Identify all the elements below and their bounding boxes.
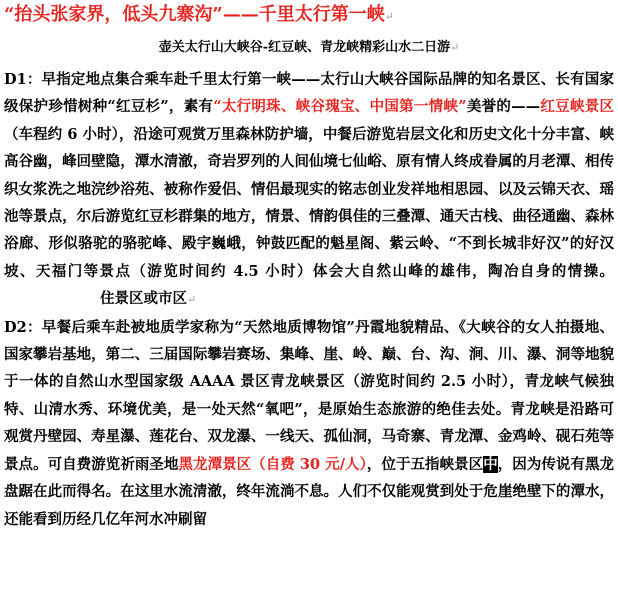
day2-text-3: ，因为传说有黑龙盘踞在此而得名。在这里水流清澈，终年流淌不息。人们不仅能观赏到处于危崖绝壁下的潭水，还能看到历经几亿年河水冲刷留 — [4, 455, 615, 528]
day1-text-2: 美誉的—— — [466, 98, 541, 116]
day1-paragraph — [4, 66, 614, 314]
day1-highlight-slogan: “太行明珠、峡谷瑰宝、中国第一情峡” — [213, 98, 467, 116]
text-cursor-selection[interactable]: 中 — [483, 455, 498, 473]
paragraph-mark-icon: ↵ — [187, 293, 197, 307]
day1-text-1: D1：早指定地点集合乘车赴千里太行第一峡——太行山大峡谷国际品牌的知名景区、长有国家级保护珍惜树种“红豆杉”，素有 — [4, 71, 614, 116]
itinerary-body — [4, 66, 614, 533]
page-subtitle — [0, 38, 618, 58]
day1-text-3: （车程约 6 小时），沿途可观赏万里森林防护墙，中餐后游览岩层文化和历史文化十分丰富、峡高谷幽，峰回壁隐，潭水清澈，奇岩罗列的人间仙境七仙峪、原有情人终成眷属的月老潭、相传织女浆洗之地浣纱浴苑、被称作爱侣、情侣最现实的铭志创业发祥地相思园、以及云锦天衣、瑶池等景点，尔后游览红豆杉群集的地方，情景、情韵俱佳的三叠潭、通天古栈、曲径通幽、森林浴廊、形似骆驼的骆驼峰、殿宇巍峨，钟鼓匹配的魁星阁、紫云岭、“不到长城非好汉”的好汉坡、天福门等景点（游览时间约 4.5 小时）体会大自然山峰的雄伟，陶冶自身的情操。 — [4, 125, 614, 280]
day2-text-1: D2：早餐后乘车赴被地质学家称为“天然地质博物馆”丹霞地貌精品、《大峡谷的女人拍摄地、国家攀岩基地，第二、三届国际攀岩赛场、集峰、崖、岭、巅、台、沟、涧、川、瀑、洞等地貌于一体的自然山水型国家级 AAAA 景区青龙峡景区（游览时间约 2.5 小时），青龙峡气候独特、山清水秀、环境优美，是一处天然“氧吧”，是原始生态旅游的绝佳去处。青龙峡是沿路可观赏丹壁园、寿星瀑、莲花台、双龙瀑、一线天、孤仙洞，马奇寨、青龙潭、金鸡岭、砚石苑等景点。可自费游览祈雨圣地 — [4, 318, 614, 473]
paragraph-mark-icon: ↵ — [450, 41, 460, 54]
title-text: “抬头张家界，低头九寨沟”——千里太行第一峡 — [4, 4, 385, 25]
day1-stay: 住景区或市区 — [100, 290, 187, 308]
day1-highlight-scenic-area: 红豆峡景区 — [540, 98, 614, 116]
subtitle-text: 壶关太行山大峡谷-红豆峡、青龙峡精彩山水二日游 — [158, 40, 451, 55]
paragraph-mark-icon: ↵ — [384, 10, 394, 23]
page-title — [4, 3, 616, 29]
day2-text-2: ，位于五指峡景区 — [366, 455, 484, 473]
day2-highlight-black-dragon-pool: 黑龙潭景区（自费 30 元/人） — [178, 455, 367, 473]
day2-paragraph — [4, 314, 614, 533]
